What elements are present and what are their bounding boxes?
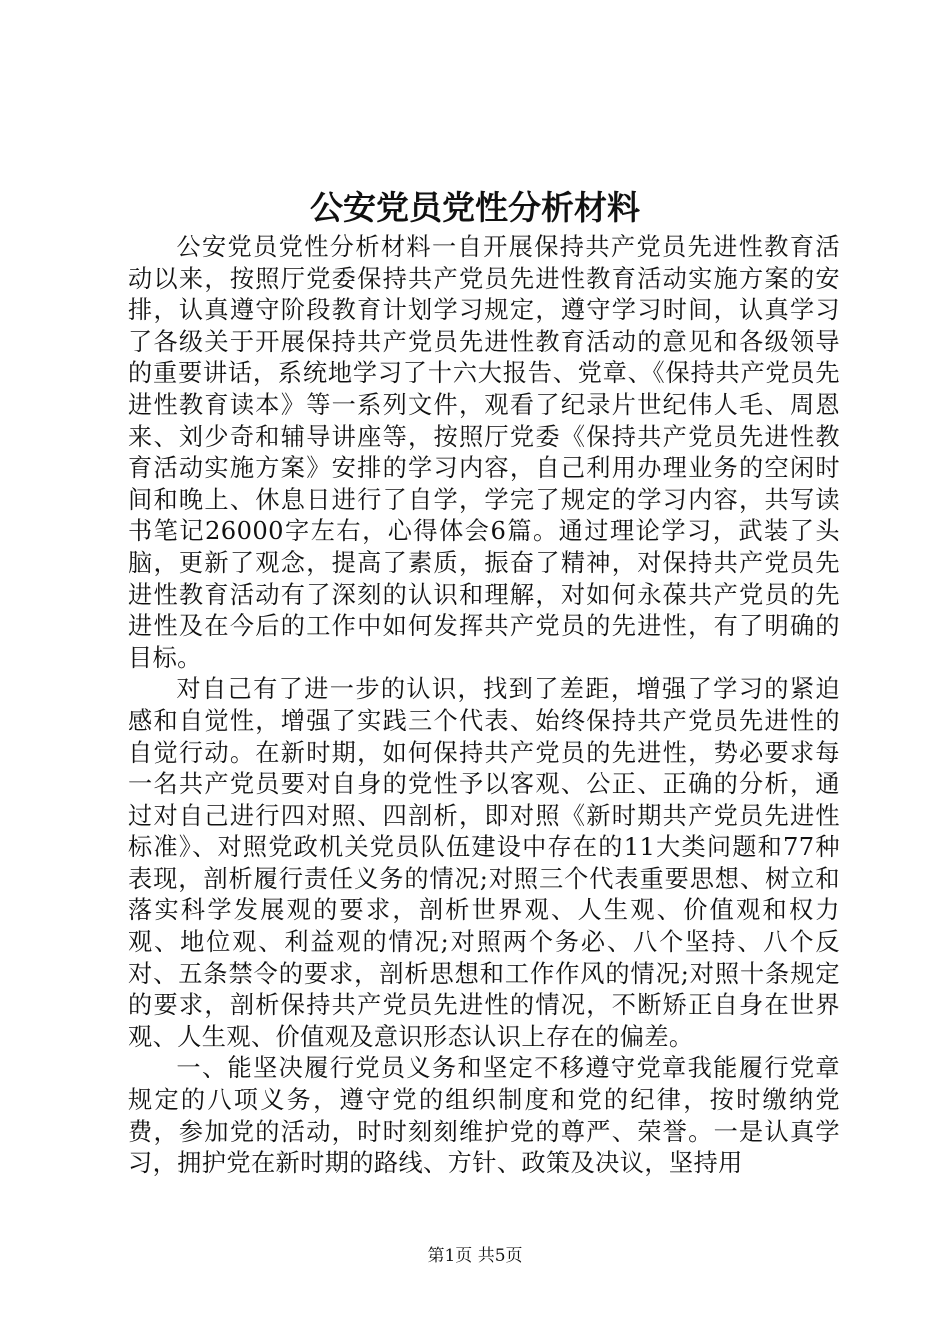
document-body xyxy=(128,232,840,1180)
page-number-footer: 第1页 共5页 xyxy=(427,1246,523,1266)
paragraph-2: 对自己有了进一步的认识，找到了差距，增强了学习的紧迫感和自觉性，增强了实践三个代表、始终保持共产党员先进性的自觉行动。在新时期，如何保持共产党员的先进性，势必要求每一名共产党员要对自身的党性予以客观、公正、正确的分析，通过对自己进行四对照、四剖析，即对照《新时期共产党员先进性标准》、对照党政机关党员队伍建设中存在的11大类问题和77种表现，剖析履行责任义务的情况;对照三个代表重要思想、树立和落实科学发展观的要求，剖析世界观、人生观、价值观和权力观、地位观、利益观的情况;对照两个务必、八个坚持、八个反对、五条禁令的要求，剖析思想和工作作风的情况;对照十条规定的要求，剖析保持共产党员先进性的情况，不断矫正自身在世界观、人生观、价值观及意识形态认识上存在的偏差。 xyxy=(128,675,840,1051)
paragraph-3: 一、能坚决履行党员义务和坚定不移遵守党章我能履行党章规定的八项义务，遵守党的组织制度和党的纪律，按时缴纳党费，参加党的活动，时时刻刻维护党的尊严、荣誉。一是认真学习，拥护党在新时期的路线、方针、政策及决议，坚持用 xyxy=(128,1054,840,1178)
paragraph-1: 公安党员党性分析材料一自开展保持共产党员先进性教育活动以来，按照厅党委保持共产党员先进性教育活动实施方案的安排，认真遵守阶段教育计划学习规定，遵守学习时间，认真学习了各级关于开展保持共产党员先进性教育活动的意见和各级领导的重要讲话，系统地学习了十六大报告、党章、《保持共产党员先进性教育读本》等一系列文件，观看了纪录片世纪伟人毛、周恩来、刘少奇和辅导讲座等，按照厅党委《保持共产党员先进性教育活动实施方案》安排的学习内容，自己利用办理业务的空闲时间和晚上、休息日进行了自学，学完了规定的学习内容，共写读书笔记26000字左右，心得体会6篇。通过理论学习，武装了头脑，更新了观念，提高了素质，振奋了精神，对保持共产党员先进性教育活动有了深刻的认识和理解，对如何永葆共产党员的先进性及在今后的工作中如何发挥共产党员的先进性，有了明确的目标。 xyxy=(128,233,840,672)
page-title: 公安党员党性分析材料 xyxy=(310,188,640,227)
